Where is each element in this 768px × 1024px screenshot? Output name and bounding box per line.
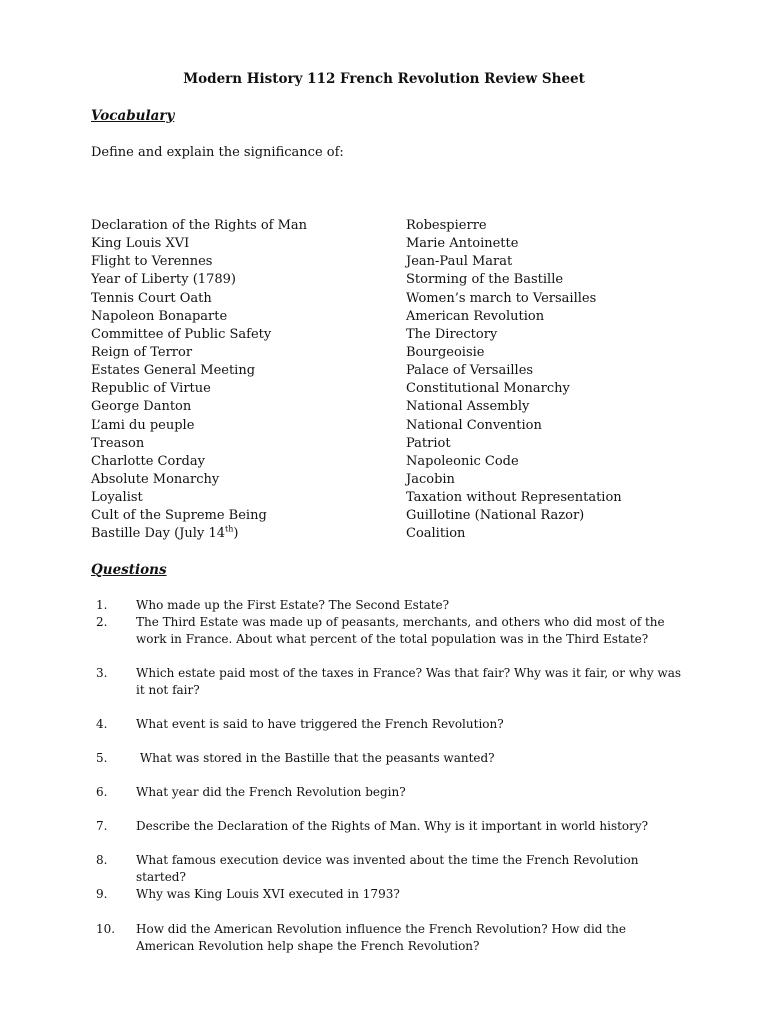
questions-heading: Questions [91,562,167,578]
vocabulary-term: American Revolution [406,308,545,324]
vocabulary-heading: Vocabulary [91,108,175,124]
vocabulary-term: Reign of Terror [91,344,193,360]
vocabulary-term: Committee of Public Safety [91,326,272,342]
vocabulary-term: Absolute Monarchy [91,471,220,487]
question-text: What was stored in the Bastille that the peasants wanted? [136,751,495,765]
vocabulary-term: Guillotine (National Razor) [406,508,585,524]
question-text: Describe the Declaration of the Rights of Man. Why is it important in world history? [136,819,649,833]
vocabulary-term: Loyalist [91,490,143,506]
question-number: 5. [96,751,108,765]
vocabulary-list-right [406,217,622,544]
page-title: Modern History 112 French Revolution Review Sheet [183,71,585,87]
question-text: The Third Estate was made up of peasants, merchants, and others who did most of the work in France. About what percent of the total population was in the Third Estate? [136,615,665,646]
vocabulary-term: Women’s march to Versailles [406,290,597,306]
vocabulary-term: Palace of Versailles [406,363,534,379]
vocabulary-term: The Directory [406,326,498,342]
question-number: 10. [96,922,116,936]
vocabulary-term: Napoleonic Code [406,453,519,469]
ordinal-superscript: th [224,525,234,535]
question-number: 3. [96,666,108,680]
vocabulary-term: Jacobin [406,471,455,487]
question-number: 2. [96,615,108,629]
vocabulary-list-left [91,217,307,544]
question-number: 9. [96,887,108,901]
vocabulary-term [91,525,307,543]
vocabulary-term: L’ami du peuple [91,417,195,433]
question-text: What event is said to have triggered the French Revolution? [136,717,504,731]
vocabulary-term: Charlotte Corday [91,453,205,469]
vocabulary-term: Marie Antoinette [406,236,519,252]
vocabulary-term: Cult of the Supreme Being [91,508,267,524]
vocabulary-term: Declaration of the Rights of Man [91,218,308,233]
question-text: What year did the French Revolution begin? [136,785,406,799]
vocabulary-term: National Convention [406,417,542,433]
question-number: 4. [96,717,108,731]
vocabulary-term: Napoleon Bonaparte [91,308,228,324]
vocabulary-term: King Louis XVI [91,236,190,252]
vocabulary-instructions: Define and explain the significance of: [91,145,344,160]
vocabulary-term: Year of Liberty (1789) [91,272,236,288]
vocabulary-term: Tennis Court Oath [91,290,212,306]
question-text: Which estate paid most of the taxes in France? Was that fair? Why was it fair, or why was it not fair? [136,666,682,697]
vocabulary-term: Estates General Meeting [91,363,256,379]
question-number: 7. [96,819,108,833]
vocabulary-term-text: Bastille Day (July 14 [91,526,225,542]
question-number: 6. [96,785,108,799]
question-text: What famous execution device was invented about the time the French Revolution started? [136,853,639,884]
vocabulary-term: Robespierre [406,218,487,233]
vocabulary-term: Constitutional Monarchy [406,381,570,397]
vocabulary-term: Flight to Verennes [91,254,213,270]
vocabulary-term: National Assembly [406,399,530,415]
vocabulary-term: Taxation without Representation [406,490,622,506]
vocabulary-term: Storming of the Bastille [406,272,564,288]
vocabulary-term-text: ) [233,526,239,542]
vocabulary-term: Jean-Paul Marat [406,254,513,270]
vocabulary-term: Coalition [406,526,466,542]
question-text: Who made up the First Estate? The Second Estate? [136,598,450,612]
vocabulary-term: Patriot [406,435,451,451]
question-text: How did the American Revolution influence the French Revolution? How did the American Revolution help shape the French Revolution? [136,922,626,953]
question-number: 8. [96,853,108,867]
question-number: 1. [96,598,108,612]
question-text: Why was King Louis XVI executed in 1793? [136,887,400,901]
vocabulary-term: Treason [91,435,145,451]
vocabulary-term: George Danton [91,399,192,415]
vocabulary-term: Republic of Virtue [91,381,211,397]
vocabulary-term: Bourgeoisie [406,344,485,360]
